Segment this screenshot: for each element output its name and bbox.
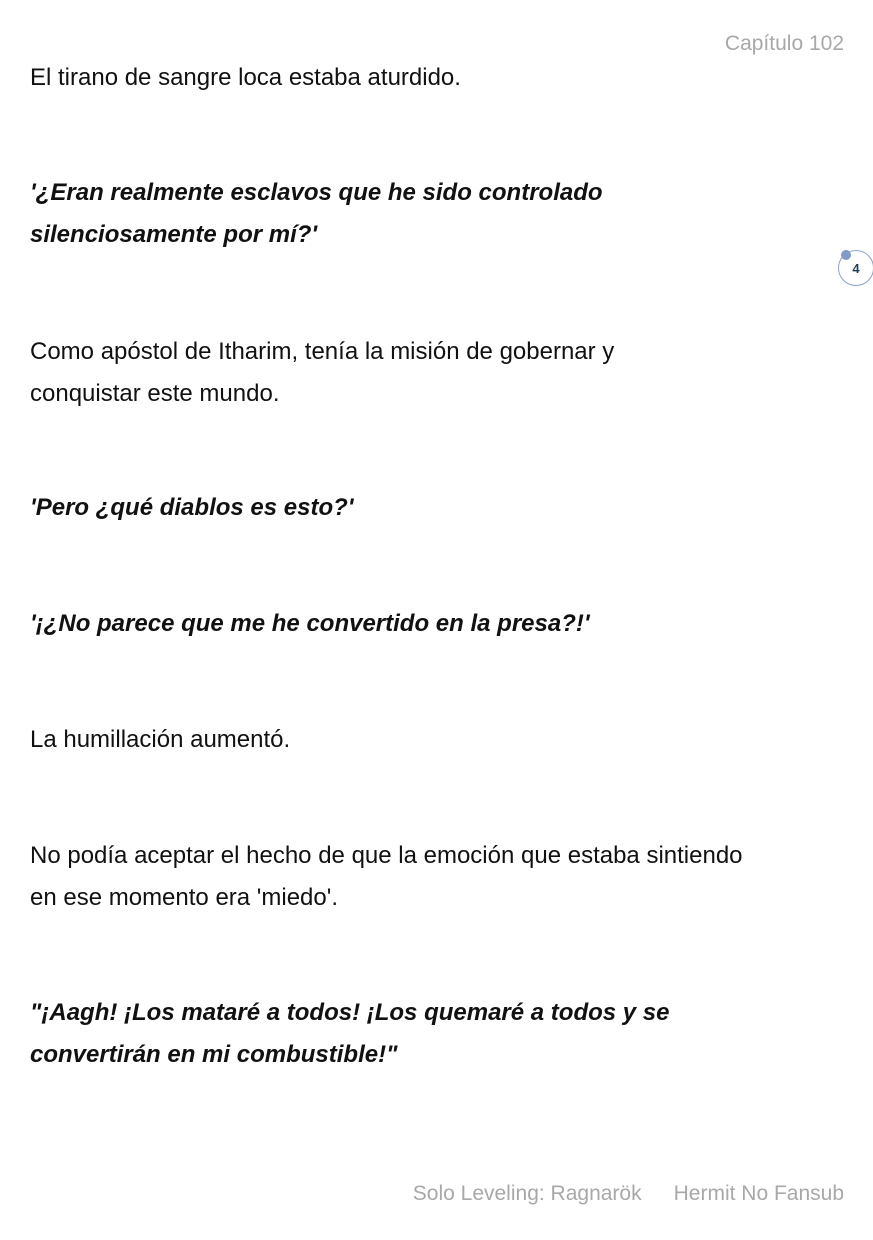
dialogue-paragraph: "¡Aagh! ¡Los mataré a todos! ¡Los quemaré a todos y se convertirán en mi combustible!" <box>30 999 670 1068</box>
thought-paragraph: 'Pero ¿qué diablos es esto?' <box>30 494 354 521</box>
thought-paragraph: '¿Eran realmente esclavos que he sido controlado silenciosamente por mí?' <box>30 179 603 248</box>
paragraph: El tirano de sangre loca estaba aturdido. <box>30 64 461 91</box>
paragraph: No podía aceptar el hecho de que la emoción que estaba sintiendo en ese momento era 'miedo'. <box>30 842 743 911</box>
badge-dot-icon <box>841 250 851 260</box>
comment-count: 4 <box>852 260 860 276</box>
translator-group: Hermit No Fansub <box>673 1182 844 1205</box>
thought-paragraph: '¡¿No parece que me he convertido en la presa?!' <box>30 610 590 637</box>
series-title: Solo Leveling: Ragnarök <box>412 1182 642 1205</box>
paragraph: La humillación aumentó. <box>30 726 291 753</box>
footer <box>413 1182 844 1206</box>
paragraph: Como apóstol de Itharim, tenía la misión de gobernar y conquistar este mundo. <box>30 338 615 407</box>
chapter-label: Capítulo 102 <box>724 32 844 55</box>
